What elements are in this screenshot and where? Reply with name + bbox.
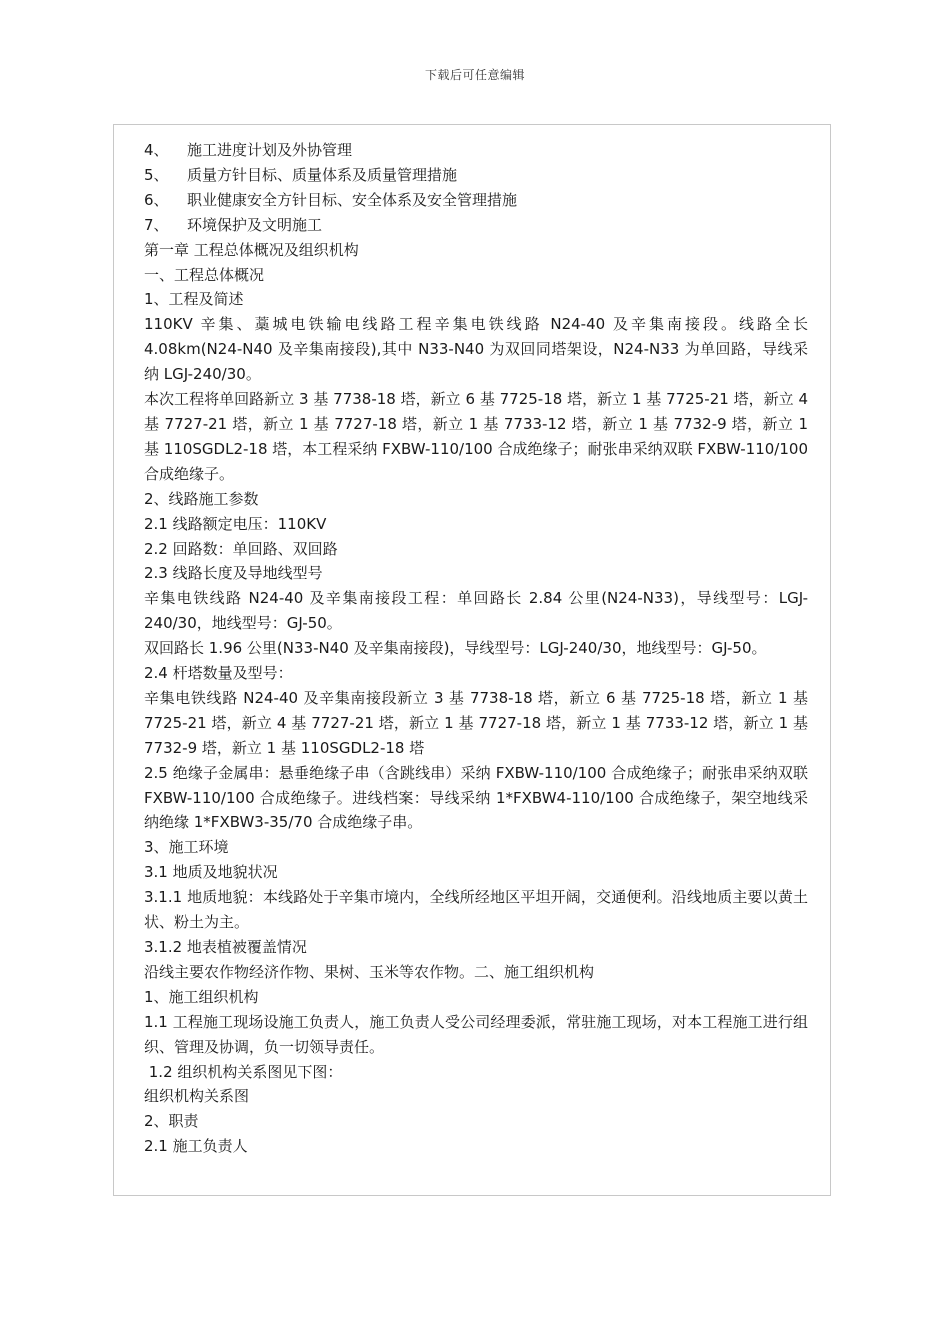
paragraph: 2.3 线路长度及导地线型号 [144,564,323,583]
subsection-heading: 3、施工环境 [144,838,229,857]
subsection-heading: 2、线路施工参数 [144,489,259,508]
section-heading: 一、工程总体概况 [144,265,265,284]
paragraph: 3.1.1 地质地貌：本线路处于辛集市境内，全线所经地区平坦开阔，交通便利。沿线地质主要以黄土状、粉土为主。 [144,888,808,932]
paragraph: 3.1.2 地表植被覆盖情况 [144,938,307,956]
document-body [144,138,808,1159]
paragraph: 110KV 辛集、藁城电铁输电线路工程辛集电铁线路 N24-40 及辛集南接段。线路全长 4.08km(N24-N40 及辛集南接段),其中 N33-N40 为双回同塔架设，N24-N33 为单回路，导线采纳 LGJ-240/30。 [144,315,808,384]
subsection-heading: 2、职责 [144,1112,199,1131]
paragraph: 辛集电铁线路 N24-40 及辛集南接段新立 3 基 7738-18 塔，新立 6 基 7725-18 塔，新立 1 基 7725-21 塔，新立 4 基 7727-21 塔，新立 1 基 7727-18 塔，新立 1 基 7733-12 塔，新立 1 基 7732-9 塔，新立 1 基 110SGDL2-18 塔 [144,688,808,757]
subsection-heading: 1、施工组织机构 [144,987,259,1006]
subsection-heading: 1、工程及简述 [144,290,244,309]
toc-item-4: 4、 施工进度计划及外协管理 [144,141,353,159]
paragraph: 1.1 工程施工现场设施工负责人，施工负责人受公司经理委派，常驻施工现场，对本工程施工进行组织、管理及协调，负一切领导责任。 [144,1012,808,1056]
paragraph: 辛集电铁线路 N24-40 及辛集南接段工程：单回路长 2.84 公里(N24-N33)，导线型号：LGJ-240/30，地线型号：GJ-50。 [144,589,808,633]
paragraph: 2.1 线路额定电压：110KV [144,514,327,533]
paragraph: 沿线主要农作物经济作物、果树、玉米等农作物。二、施工组织机构 [144,962,595,981]
org-chart-caption: 组织机构关系图 [144,1087,250,1106]
paragraph: 2.5 绝缘子金属串：悬垂绝缘子串（含跳线串）采纳 FXBW-110/100 合成绝缘子；耐张串采纳双联 FXBW-110/100 合成绝缘子。进线档案：导线采纳 1*FXBW4-110/100 合成绝缘子，架空地线采纳绝缘 1*FXBW3-35/70 合成绝缘子串。 [144,763,808,832]
paragraph: 2.4 杆塔数量及型号： [144,664,293,683]
toc-item-5: 5、 质量方针目标、质量体系及质量管理措施 [144,165,458,184]
toc-item-6: 6、 职业健康安全方针目标、安全体系及安全管理措施 [144,190,518,209]
chapter-title: 第一章 工程总体概况及组织机构 [144,240,359,259]
paragraph: 2.1 施工负责人 [144,1137,248,1156]
page-header: 下载后可任意编辑 [424,68,525,82]
paragraph: 本次工程将单回路新立 3 基 7738-18 塔，新立 6 基 7725-18 塔，新立 1 基 7725-21 塔，新立 4 基 7727-21 塔，新立 1 基 7727-18 塔，新立 1 基 7733-12 塔，新立 1 基 7732-9 塔，新立 1 基 110SGDL2-18 塔，本工程采纳 FXBW-110/100 合成绝缘子；耐张串采纳双联 FXBW-110/100 合成绝缘子。 [144,390,808,483]
paragraph: 2.2 回路数：单回路、双回路 [144,539,338,558]
paragraph: 3.1 地质及地貌状况 [144,863,278,882]
toc-item-7: 7、 环境保护及文明施工 [144,215,323,234]
paragraph: 双回路长 1.96 公里(N33-N40 及辛集南接段)，导线型号：LGJ-240/30，地线型号：GJ-50。 [144,639,767,658]
paragraph: 1.2 组织机构关系图见下图： [144,1062,343,1081]
